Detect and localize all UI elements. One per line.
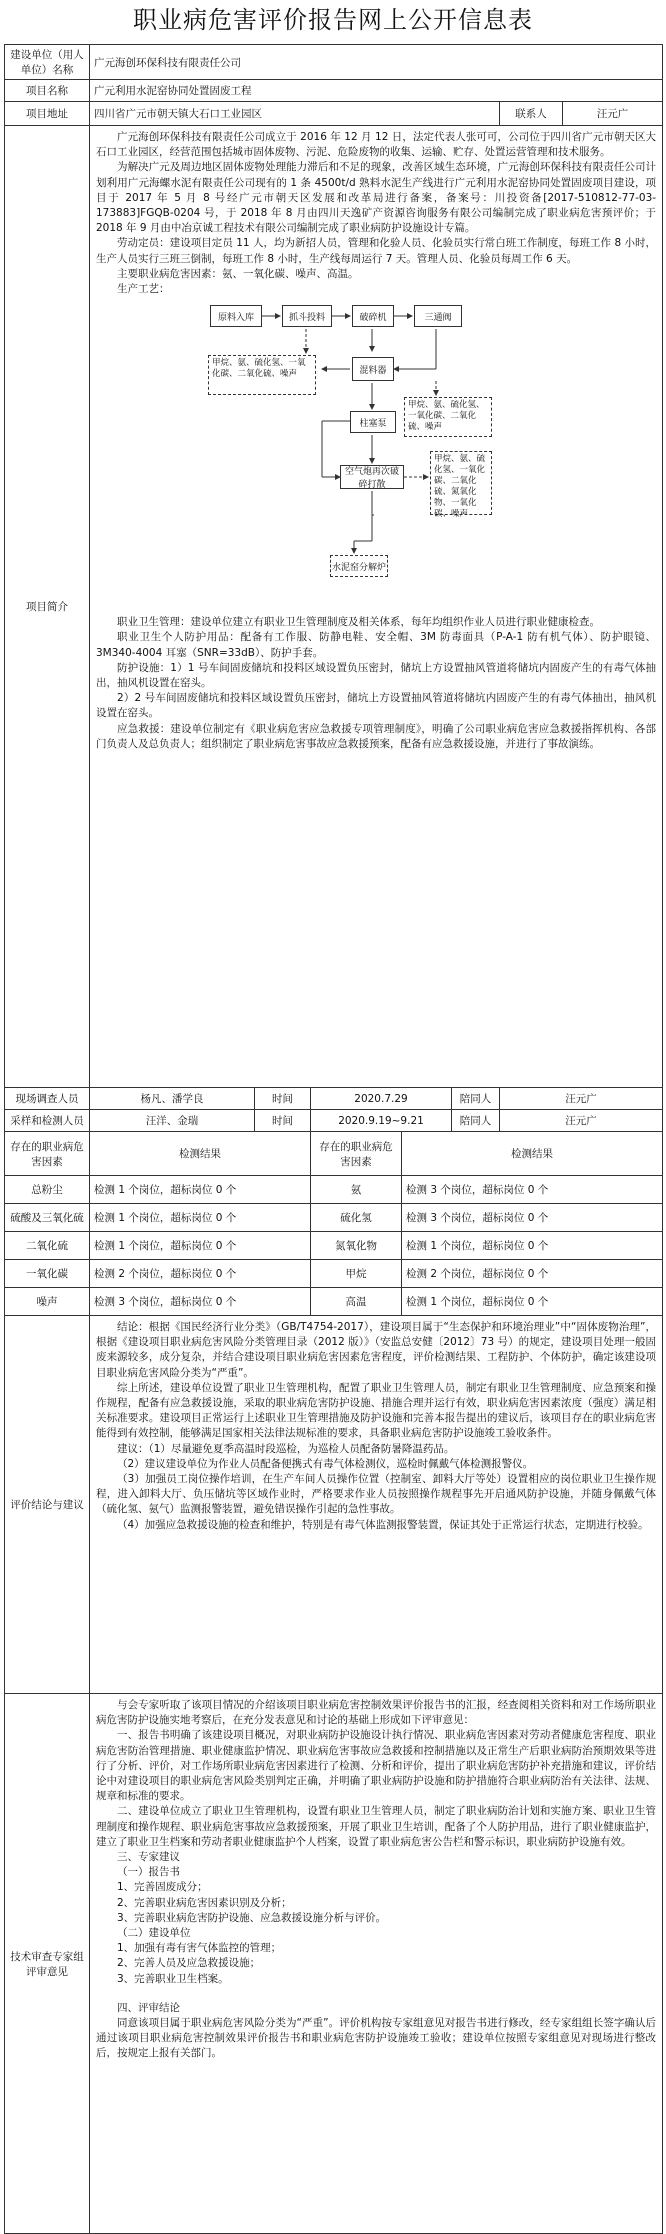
hazard-name: 甲烷 [311, 1260, 402, 1288]
expert-p8: 3、完善职业病危害防护设施、应急救援设施分析与评价。 [117, 1911, 387, 1924]
survey-time-label: 时间 [255, 1088, 311, 1110]
hazard-result: 检测 3 个岗位，超标岗位 0 个 [402, 1204, 663, 1232]
hazard-name: 氨 [311, 1176, 402, 1204]
summary-row [5, 126, 663, 1088]
expert-p6: 1、完善固废成分； [117, 1881, 208, 1894]
result-col-header-left: 检测结果 [90, 1132, 311, 1176]
summary-p1: 广元海创环保科技有限责任公司成立于 2016 年 12 月 12 日，法定代表人张可可，公司位于四川省广元市朝天区大石口工业园区，经营范围包括城市固体废物、污泥、危险废物的收集、运输、贮存、处置运营管理和技术服务。 [96, 131, 657, 159]
evaluation-row [5, 1316, 663, 1694]
result-col-header-right: 检测结果 [402, 1132, 663, 1176]
survey-label: 现场调查人员 [5, 1088, 90, 1110]
expert-content [90, 1694, 663, 2234]
flow-hazard-3: 甲烷、氨、硫化氢、一氧化碳、二氧化硫、氮氧化物、一氧化碳、噪声 [430, 451, 492, 515]
project-address: 四川省广元市朝天镇大石口工业园区 [90, 102, 500, 126]
flow-raw-storage: 原料入库 [210, 305, 262, 327]
evaluation-p5: （3）加强员工岗位操作培训，在生产车间人员操作位置（控制室、卸料大厅等处）设置相应的岗位职业卫生操作规程，进入卸料大厅、负压储坑等区域作业时，严格要求作业人员按照操作规程事先开启通风防护设施，并随身佩戴气体（硫化氢、氨气）监测报警装置，避免错误操作引起的急性事故。 [96, 1473, 657, 1516]
evaluation-content [90, 1316, 663, 1694]
flow-three-way-valve: 三通阀 [414, 305, 462, 327]
project-name: 广元利用水泥窑协同处置固废工程 [90, 80, 663, 102]
hazard-row [5, 1260, 663, 1288]
expert-label: 技术审查专家组评审意见 [5, 1694, 90, 2234]
project-name-label: 项目名称 [5, 80, 90, 102]
sampling-accompany: 汪元广 [500, 1110, 663, 1132]
summary-label: 项目简介 [5, 126, 90, 1088]
expert-p10: 1、加强有毒有害气体监控的管理； [117, 1942, 282, 1955]
sampling-accompany-label: 陪同人 [452, 1110, 500, 1132]
hazard-name: 硫酸及三氧化硫 [5, 1204, 90, 1232]
contact-name: 汪元广 [563, 102, 663, 126]
hazard-result: 检测 1 个岗位，超标岗位 0 个 [402, 1232, 663, 1260]
expert-p2: 一、报告书明确了该建设项目概况，对职业病防护设施设计执行情况、职业病危害因素对劳动者健康危害程度、职业病危害防治管理措施、职业健康监护情况、职业病危害事故应急救援和控制措施以及正常生产后职业病防治预期效果等进行了分析、评价，对工作场所职业病危害因素进行了检测、分析和评价，提出了职业病危害防护补充措施和建议，评价结论中对建设项目的职业病危害风险类别判定正确，并明确了职业病防护设施和防护措施符合职业病防治有关法律、法规、规章和标准的要求。 [96, 1729, 657, 1803]
summary-p2: 为解决广元及周边地区固体废物处理能力滞后和不足的现象，改善区域生态环境，广元海创环保科技有限责任公司计划利用广元海螺水泥有限责任公司现有的 1 条 4500t/d 熟料水泥生产线进行广元利用水泥窑协同处置固废项目建设，项目于 2017 年 5 月 8 号经广元市朝天区发展和改革局进行备案，备案号：川投资备[2017-510812-77-03-173883]FGQB-0204 号，于 2018 年 8 月由四川天逸矿产资源咨询服务有限公司编制完成了职业病危害预评价；于 2018 年 9 月由中冶京诚工程技术有限公司编制完成了职业病防护设施设计专篇。 [96, 161, 657, 235]
hazard-col-header-left: 存在的职业病危害因素 [5, 1132, 90, 1176]
expert-p4: 三、专家建议 [117, 1851, 180, 1864]
expert-p14: 同意该项目属于职业病危害风险分类为“严重”。评价机构按专家组意见对报告书进行修改，经专家组组长签字确认后通过该项目职业病危害控制效果评价报告书和职业病危害防护设施竣工验收；建设单位按照专家组意见对现场进行整改后，按规定上报有关部门。 [96, 2017, 657, 2060]
sampling-time: 2020.9.19~9.21 [311, 1110, 452, 1132]
page-title: 职业病危害评价报告网上公开信息表 [133, 6, 533, 34]
expert-p3: 二、建设单位成立了职业卫生管理机构，设置有职业卫生管理人员，制定了职业病防治计划和实施方案、职业卫生管理制度和操作规程、职业病危害事故应急救援预案，开展了职业卫生培训，配备了个人防护用品，进行了职业健康监护，建立了职业卫生档案和劳动者职业健康监护个人档案，设置了职业病危害公告栏和警示标识，职业病防护设施有效。 [96, 1805, 657, 1848]
flow-crusher: 破碎机 [352, 305, 394, 327]
survey-row [5, 1088, 663, 1110]
summary-p6: 职业卫生管理：建设单位建立有职业卫生管理制度及相关体系，每年均组织作业人员进行职业健康检查。 [117, 616, 600, 629]
expert-p12: 3、完善职业卫生档案。 [117, 1972, 229, 1985]
summary-p5: 生产工艺： [117, 283, 170, 296]
sampling-label: 采样和检测人员 [5, 1110, 90, 1132]
expert-p13: 四、评审结论 [117, 2001, 180, 2014]
info-table [4, 44, 663, 2234]
expert-p1: 与会专家听取了该项目情况的介绍该项目职业病危害控制效果评价报告书的汇报，经查阅相关资料和对工作场所职业病危害防护设施实地考察后，在充分发表意见和讨论的基础上形成如下评审意见： [96, 1699, 657, 1727]
evaluation-p4: （2）建议建设单位为作业人员配备便携式有毒气体检测仪，巡检时佩戴气体检测报警仪。 [117, 1457, 534, 1470]
hazard-result: 检测 1 个岗位，超标岗位 0 个 [402, 1288, 663, 1316]
hazard-result: 检测 2 个岗位，超标岗位 0 个 [402, 1260, 663, 1288]
survey-staff: 杨凡、潘学良 [90, 1088, 255, 1110]
survey-accompany: 汪元广 [500, 1088, 663, 1110]
expert-p9: （二）建设单位 [117, 1927, 191, 1940]
flow-plunger-pump: 柱塞泵 [350, 411, 396, 433]
summary-p7: 职业卫生个人防护用品：配备有工作服、防静电鞋、安全帽、3M 防毒面具（P-A-1 防有机气体）、防护眼镜、3M340-4004 耳塞（SNR=33dB）、防护手套。 [96, 631, 657, 659]
hazard-row [5, 1288, 663, 1316]
summary-p8: 防护设施：1）1 号车间固废储坑和投料区域设置负压密封，储坑上方设置抽风管道将储坑内固废产生的有毒气体抽出，抽风机设置在窑头。 [96, 661, 657, 690]
expert-p11: 2、完善人员及应急救援设施； [117, 1957, 261, 1970]
hazard-name: 噪声 [5, 1288, 90, 1316]
unit-row [5, 45, 663, 80]
sampling-time-label: 时间 [255, 1110, 311, 1132]
hazard-name: 一氧化碳 [5, 1260, 90, 1288]
flow-cement-kiln: 水泥窑分解炉 [330, 555, 388, 577]
hazard-row [5, 1232, 663, 1260]
summary-p3: 劳动定员：建设项目定员 11 人，均为新招人员，管理和化验人员、化验员实行常白班工作制度，每班工作 8 小时，生产人员实行三班三倒制，每班工作 8 小时，生产线每周运行 7 天。管理人员、化验员每周工作 6 天。 [96, 237, 657, 265]
summary-p9: 2）2 号车间固废储坑和投料区域设置负压密封，储坑上方设置抽风管道将储坑内固废产生的有毒气体抽出，抽风机设置在窑头。 [96, 692, 657, 720]
summary-p4: 主要职业病危害因素：氨、一氧化碳、噪声、高温。 [117, 267, 359, 280]
hazard-name: 硫化氢 [311, 1204, 402, 1232]
contact-label: 联系人 [500, 102, 563, 126]
evaluation-p6: （4）加强应急救援设施的检查和维护，特别是有毒气体监测报警装置，保证其处于正常运行状态，定期进行校验。 [117, 1518, 649, 1531]
hazard-name: 高温 [311, 1288, 402, 1316]
flow-hazard-1: 甲烷、氨、硫化氢、一氧化碳、二氧化硫、噪声 [208, 355, 316, 395]
hazard-col-header-right: 存在的职业病危害因素 [311, 1132, 402, 1176]
hazard-result: 检测 1 个岗位，超标岗位 0 个 [90, 1204, 311, 1232]
evaluation-p1: 结论：根据《国民经济行业分类》（GB/T4754-2017），建设项目属于“生态保护和环境治理业”中“固体废物治理”，根据《建设项目职业病危害风险分类管理目录（2012 版）》（安监总安健〔2012〕73 号）的规定，建设项目处理一般固废来源较多，成分复杂，并结合建设项目职业病危害因素危害程度，评价检测结果、工程防护、个体防护，确定该建设项目职业病危害风险分类为“严重”。 [96, 1321, 657, 1379]
address-row [5, 102, 663, 126]
sampling-row [5, 1110, 663, 1132]
hazard-header-row [5, 1132, 663, 1176]
summary-content [90, 126, 663, 1088]
evaluation-p3: 建议：（1）尽量避免夏季高温时段巡检，为巡检人员配备防暑降温药品。 [117, 1442, 455, 1455]
hazard-name: 总粉尘 [5, 1176, 90, 1204]
flow-hazard-2: 甲烷、氨、硫化氢、一氧化碳、二氧化硫、噪声 [404, 397, 492, 437]
address-label: 项目地址 [5, 102, 90, 126]
hazard-row [5, 1176, 663, 1204]
flow-mixer: 混料器 [352, 357, 394, 381]
evaluation-label: 评价结论与建议 [5, 1316, 90, 1694]
unit-label: 建设单位（用人单位）名称 [5, 45, 90, 80]
process-flow-diagram [204, 301, 494, 611]
expert-row [5, 1694, 663, 2234]
hazard-name: 氮氧化物 [311, 1232, 402, 1260]
project-name-row [5, 80, 663, 102]
hazard-name: 二氧化硫 [5, 1232, 90, 1260]
hazard-result: 检测 1 个岗位，超标岗位 0 个 [90, 1232, 311, 1260]
flow-grab-feed: 抓斗投料 [282, 305, 332, 327]
survey-time: 2020.7.29 [311, 1088, 452, 1110]
summary-p10: 应急救援：建设单位制定有《职业病危害应急救援专项管理制度》，明确了公司职业病危害应急救援指挥机构、各部门负责人及总负责人；组织制定了职业病危害事故应急救援预案，配备有应急救援设施，并进行了事故演练。 [96, 722, 657, 750]
hazard-result: 检测 2 个岗位，超标岗位 0 个 [90, 1260, 311, 1288]
unit-name: 广元海创环保科技有限责任公司 [90, 45, 663, 80]
expert-p7: 2、完善职业病危害因素识别及分析； [117, 1896, 292, 1909]
survey-accompany-label: 陪同人 [452, 1088, 500, 1110]
evaluation-p2: 综上所述，建设单位设置了职业卫生管理机构，配置了职业卫生管理人员，制定有职业卫生管理制度、应急预案和操作规程，配备有应急救援设施，采取的职业病危害防护设施、措施合理并运行有效，职业病危害因素浓度（强度）满足相关标准要求。建设项目正常运行上述职业卫生管理措施及防护设施和完善本报告提出的建议后，该项目存在的职业病危害能得到有效控制，能够满足国家相关法律法规标准的要求，具备职业病危害防护设施竣工验收条件。 [96, 1381, 657, 1440]
flow-air-cannon: 空气炮再次破碎打散 [340, 465, 404, 489]
hazard-result: 检测 3 个岗位，超标岗位 0 个 [90, 1288, 311, 1316]
expert-p5: （一）报告书 [117, 1866, 180, 1879]
hazard-row [5, 1204, 663, 1232]
hazard-result: 检测 3 个岗位，超标岗位 0 个 [402, 1176, 663, 1204]
hazard-result: 检测 1 个岗位，超标岗位 0 个 [90, 1176, 311, 1204]
sampling-staff: 汪洋、金瑞 [90, 1110, 255, 1132]
